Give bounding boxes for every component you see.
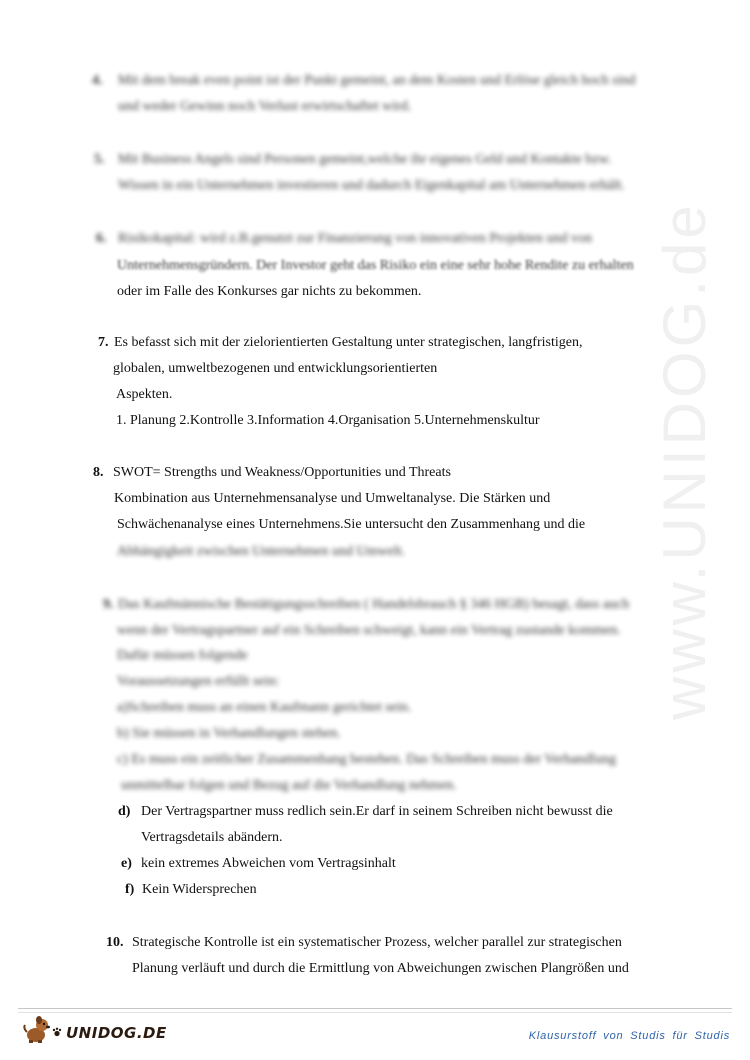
- footer-tagline: Klausurstoff von Studis für Studis: [528, 1030, 730, 1042]
- item-6-line-2: Unternehmensgründern. Der Investor geht das Risiko ein eine sehr hohe Rendite zu erhalten: [117, 258, 634, 273]
- item-9-line-5: a)Schreiben muss an einen Kaufmann gerichtet sein.: [117, 700, 412, 715]
- logo-text: UNIDOG.DE: [66, 1023, 167, 1042]
- item-7-line-2: globalen, umweltbezogenen und entwicklungsorientierten: [113, 361, 438, 376]
- item-9-line-6: b) Sie müssen in Verhandlungen stehen.: [117, 726, 341, 741]
- item-9-line-1: Das Kaufmännische Bestätigungsschreiben ( Handelsbrauch § 346 HGB) besagt, dass auch: [118, 597, 630, 612]
- unidog-logo: [22, 1016, 167, 1049]
- item-8-number: 8.: [93, 465, 104, 480]
- item-9-line-8: unmittelbar folgen und Bezug auf die Verhandlung nehmen.: [121, 778, 457, 793]
- item-9-d-line-1: Der Vertragspartner muss redlich sein.Er darf in seinem Schreiben nicht bewusst die: [141, 804, 613, 819]
- item-6-line-1: Risikokapital: wird z.B.genutzt zur Finanzierung von innovativen Projekten und von: [118, 231, 592, 246]
- item-8-line-3: Schwächenanalyse eines Unternehmens.Sie untersucht den Zusammenhang und die: [117, 517, 586, 532]
- item-4-number: 4.: [92, 73, 103, 88]
- item-8-line-1: SWOT= Strengths und Weakness/Opportunities und Threats: [113, 465, 451, 480]
- item-9-line-3: Dafür müssen folgende: [117, 648, 248, 663]
- item-9-e-text: kein extremes Abweichen vom Vertragsinhalt: [141, 856, 396, 871]
- item-10-line-1: Strategische Kontrolle ist ein systematischer Prozess, welcher parallel zur strategischen: [132, 935, 622, 950]
- item-7-number: 7.: [98, 335, 109, 350]
- item-5-line-1: Mit Business Angels sind Personen gemeint,welche ihr eigenes Geld und Kontakte bzw.: [118, 152, 612, 167]
- dog-icon: [22, 1016, 52, 1049]
- item-9-d-label: d): [118, 804, 131, 819]
- item-9-line-4: Voraussetzungen erfüllt sein:: [117, 674, 280, 689]
- item-8-line-4: Abhängigkeit zwischen Unternehmen und Umwelt.: [117, 544, 406, 559]
- paw-icon: [52, 1024, 62, 1042]
- item-9-d-line-2: Vertragsdetails abändern.: [141, 830, 283, 845]
- item-4-line-2: und weder Gewinn noch Verlust erwirtschaftet wird.: [118, 99, 412, 114]
- item-9-e-label: e): [121, 856, 132, 871]
- item-10-number: 10.: [106, 935, 124, 950]
- item-7-line-1: Es befasst sich mit der zielorientierten Gestaltung unter strategischen, langfristigen,: [114, 335, 583, 350]
- item-9-f-label: f): [125, 882, 135, 897]
- item-9-f-text: Kein Widersprechen: [142, 882, 257, 897]
- item-6-line-3: oder im Falle des Konkurses gar nichts zu bekommen.: [117, 284, 422, 299]
- item-8-line-2: Kombination aus Unternehmensanalyse und Umweltanalyse. Die Stärken und: [114, 491, 551, 506]
- item-7-line-3: Aspekten.: [116, 387, 173, 402]
- watermark: www.UNIDOG.de: [651, 201, 718, 720]
- item-10-line-2: Planung verläuft und durch die Ermittlung von Abweichungen zwischen Plangrößen und: [132, 961, 629, 976]
- item-9-number: 9.: [103, 597, 114, 612]
- footer-divider-top: [18, 1008, 732, 1009]
- item-4-line-1: Mit dem break even point ist der Punkt gemeint, an dem Kosten und Erlöse gleich hoch sind: [118, 73, 636, 88]
- item-7-line-4: 1. Planung 2.Kontrolle 3.Information 4.Organisation 5.Unternehmenskultur: [116, 413, 540, 428]
- item-9-line-2: wenn der Vertragspartner auf ein Schreiben schweigt, kann ein Vertrag zustande kommen.: [117, 623, 621, 638]
- footer-divider-bottom: [18, 1012, 732, 1013]
- item-6-number: 6.: [96, 231, 107, 246]
- item-9-line-7: c) Es muss ein zeitlicher Zusammenhang bestehen. Das Schreiben muss der Verhandlung: [117, 752, 616, 767]
- item-5-line-2: Wissen in ein Unternehmen investieren und dadurch Eigenkapital am Unternehmen erhält.: [118, 178, 625, 193]
- item-5-number: 5.: [94, 152, 105, 167]
